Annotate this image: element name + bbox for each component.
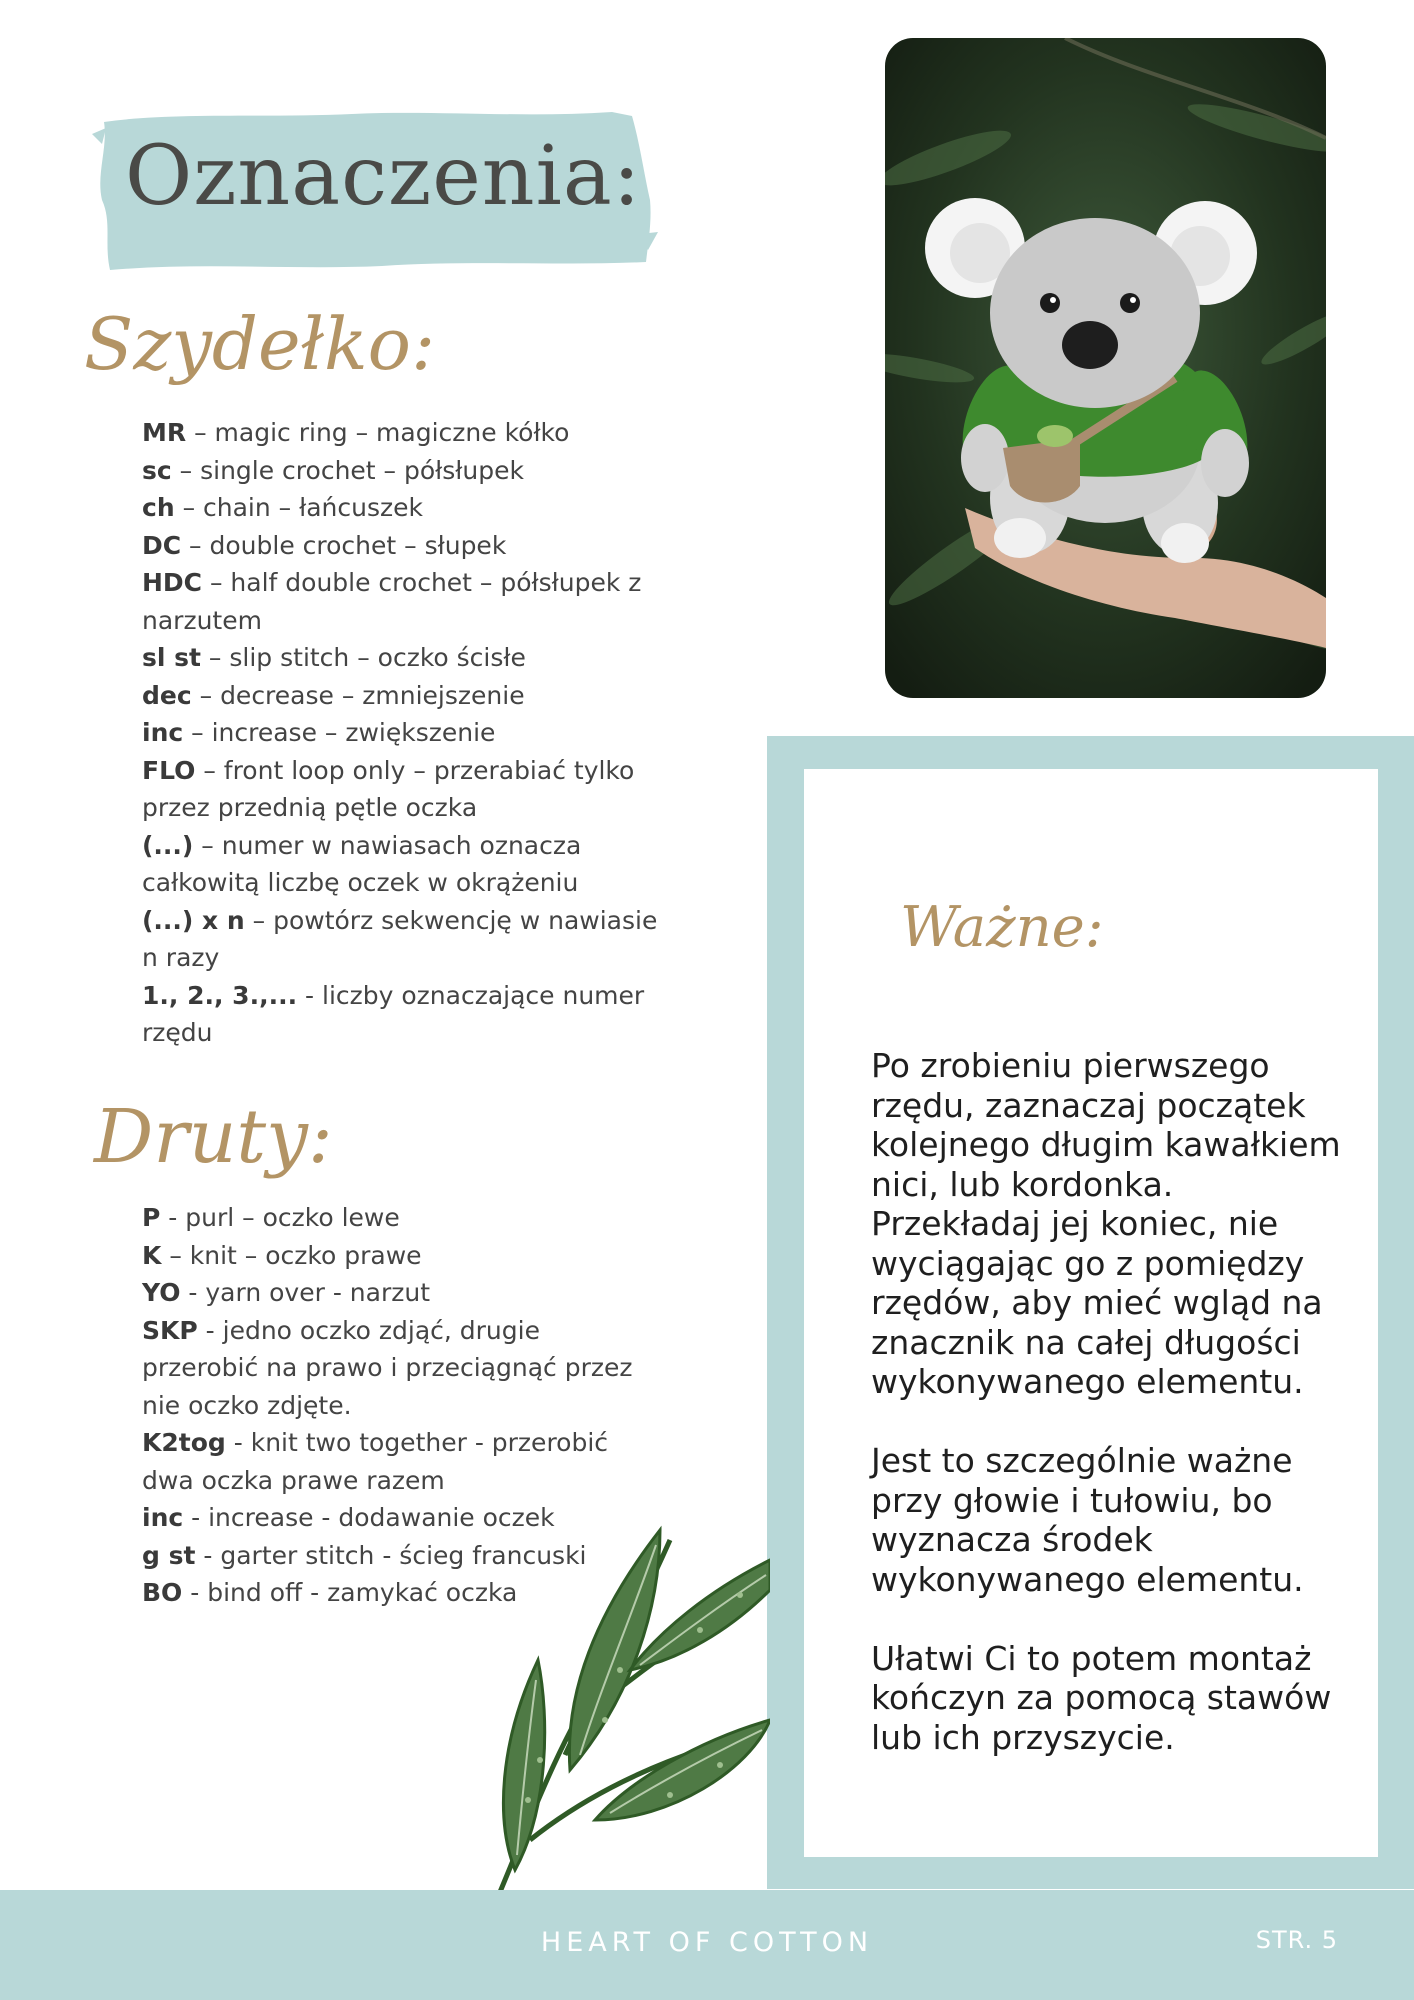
abbreviation-item — [142, 527, 662, 565]
footer-brand: HEART OF COTTON — [540, 1927, 874, 1958]
abbreviation-item — [142, 564, 662, 639]
abbreviation-item — [142, 677, 662, 715]
abbreviation-description: – double crochet – słupek — [181, 530, 507, 560]
abbreviation-description: - increase - dodawanie oczek — [183, 1503, 555, 1532]
abbreviation-item — [142, 902, 662, 977]
abbreviation-item — [142, 1424, 662, 1499]
abbreviation-item — [142, 1237, 662, 1275]
abbreviation-term: 1., 2., 3.,... — [142, 980, 298, 1010]
abbreviation-item — [142, 752, 662, 827]
abbreviation-description: – chain – łańcuszek — [174, 493, 423, 522]
page-number: STR. 5 — [1255, 1926, 1338, 1954]
abbreviation-term: DC — [142, 530, 182, 560]
abbreviation-term: BO — [142, 1578, 183, 1607]
abbreviation-description: – single crochet – półsłupek — [171, 455, 524, 485]
abbreviation-description: - yarn over - narzut — [180, 1278, 431, 1307]
note-paragraph: Jest to szczególnie ważne przy głowie i tułowiu, bo wyznacza środek wykonywanego elementu. — [871, 1441, 1304, 1599]
abbreviation-description: - knit two together - przerobić dwa oczka prawe razem — [142, 1428, 609, 1495]
abbreviation-description: – knit – oczko prawe — [161, 1240, 422, 1270]
note-paragraph: Ułatwi Ci to potem montaż kończyn za pomocą stawów lub ich przyszycie. — [871, 1638, 1332, 1757]
abbreviation-item — [142, 1274, 662, 1312]
abbreviation-description: - bind off - zamykać oczka — [182, 1578, 518, 1607]
note-paragraph: Po zrobieniu pierwszego rzędu, zaznaczaj początek kolejnego długim kawałkiem nici, lub kordonka. Przekładaj jej koniec, nie wyciągając go z pomiędzy rzędów, aby mieć wgląd na znacznik na całej długości wykonywanego elementu. — [871, 1046, 1341, 1401]
abbreviation-term: (...) — [142, 830, 194, 860]
abbreviation-term: YO — [142, 1278, 181, 1307]
abbreviation-description: - jedno oczko zdjąć, drugie przerobić na prawo i przeciągnąć przez nie oczko zdjęte. — [142, 1315, 633, 1420]
abbreviation-term: SKP — [142, 1315, 198, 1345]
abbreviation-item — [142, 827, 662, 902]
abbreviation-term: sl st — [142, 643, 201, 672]
crochet-abbreviation-list — [142, 414, 662, 1052]
page-title: Oznaczenia: — [125, 129, 642, 224]
abbreviation-term: P — [142, 1203, 161, 1232]
abbreviation-term: dec — [142, 680, 192, 710]
important-notes — [871, 1046, 1341, 1797]
abbreviation-item — [142, 489, 662, 527]
abbreviation-item — [142, 452, 662, 490]
abbreviation-term: ch — [142, 493, 175, 522]
koala-toy-photo — [885, 38, 1326, 698]
abbreviation-term: (...) x n — [142, 905, 245, 935]
abbreviation-description: - purl – oczko lewe — [160, 1203, 400, 1232]
abbreviation-item — [142, 1312, 662, 1425]
eucalyptus-leaves-illustration — [470, 1520, 770, 1892]
abbreviation-description: – decrease – zmniejszenie — [191, 680, 525, 710]
abbreviation-description: – powtórz sekwencję w nawiasie n razy — [142, 905, 658, 972]
abbreviation-item — [142, 1199, 662, 1237]
abbreviation-term: g st — [142, 1540, 196, 1570]
abbreviation-term: sc — [142, 455, 172, 485]
abbreviation-item — [142, 414, 662, 452]
abbreviation-term: inc — [142, 1503, 184, 1532]
abbreviation-item — [142, 714, 662, 752]
abbreviation-term: FLO — [142, 755, 196, 785]
abbreviation-item — [142, 639, 662, 677]
abbreviation-term: K2tog — [142, 1428, 226, 1457]
abbreviation-description: – half double crochet – półsłupek z narzutem — [142, 568, 642, 635]
abbreviation-description: - liczby oznaczające numer rzędu — [142, 980, 645, 1047]
abbreviation-term: HDC — [142, 568, 203, 597]
abbreviation-description: - garter stitch - ścieg francuski — [195, 1540, 587, 1570]
abbreviation-item — [142, 977, 662, 1052]
knitting-heading: Druty: — [94, 1094, 333, 1180]
abbreviation-term: MR — [142, 418, 187, 447]
important-heading: Ważne: — [900, 895, 1104, 960]
abbreviation-description: – slip stitch – oczko ścisłe — [200, 643, 526, 672]
crochet-heading: Szydełko: — [84, 302, 436, 386]
abbreviation-description: – front loop only – przerabiać tylko przez przednią pętle oczka — [142, 755, 635, 822]
abbreviation-description: – increase – zwiększenie — [183, 718, 496, 747]
abbreviation-term: inc — [142, 718, 184, 747]
abbreviation-term: K — [142, 1240, 162, 1270]
abbreviation-description: – magic ring – magiczne kółko — [186, 418, 570, 447]
abbreviation-description: – numer w nawiasach oznacza całkowitą liczbę oczek w okrążeniu — [142, 830, 582, 897]
